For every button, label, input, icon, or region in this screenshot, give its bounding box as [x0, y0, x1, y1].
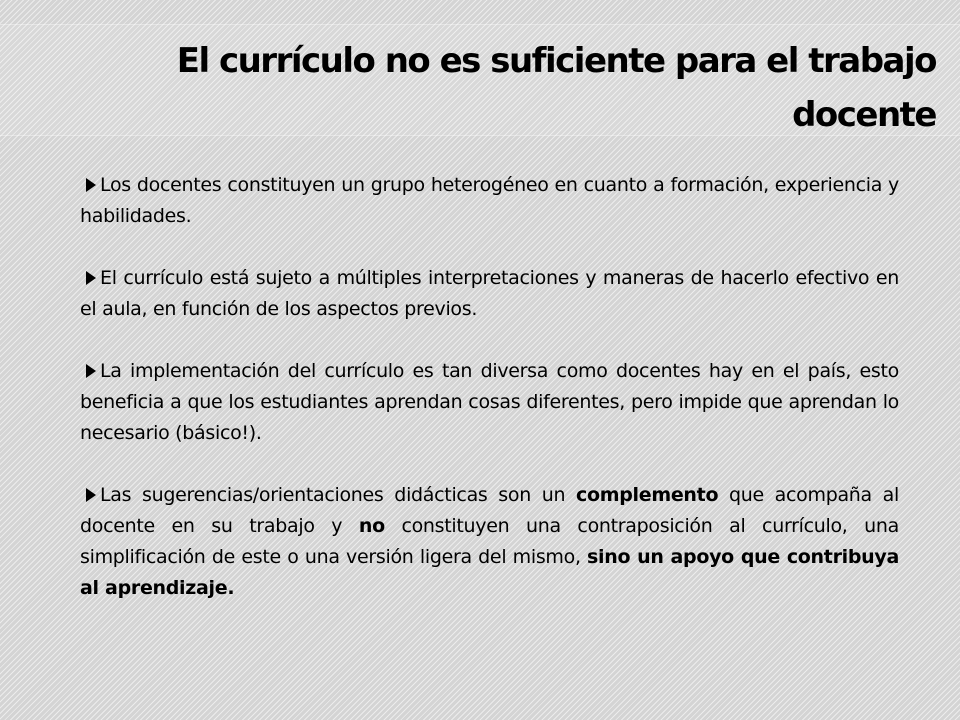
emphasis-conclusion: sino un apoyo que contribuya al aprendizaje. [80, 546, 899, 599]
arrow-bullet-icon [86, 271, 96, 285]
bullet-item [80, 170, 899, 232]
bullet-item [80, 480, 899, 604]
bullet-text-segment: que acompaña al docente en su trabajo y [80, 484, 899, 537]
arrow-bullet-icon [86, 178, 96, 192]
slide-title [116, 34, 936, 142]
arrow-bullet-icon [86, 364, 96, 378]
bullet-item [80, 263, 899, 325]
title-line-2: docente [792, 95, 936, 135]
bullet-text: La implementación del currículo es tan diversa como docentes hay en el país, esto beneficia a que los estudiantes aprendan cosas diferentes, pero impide que aprendan lo necesario (básico!). [80, 360, 899, 444]
bullet-text: El currículo está sujeto a múltiples interpretaciones y maneras de hacerlo efectivo en el aula, en función de los aspectos previos. [80, 267, 899, 320]
emphasis-complemento: complemento [576, 484, 719, 506]
title-line-1: El currículo no es suficiente para el trabajo [176, 41, 936, 81]
bullet-text: Los docentes constituyen un grupo heterogéneo en cuanto a formación, experiencia y habilidades. [80, 174, 899, 227]
bullet-text-segment: constituyen una contraposición al currículo, una simplificación de este o una versión ligera del mismo, [80, 515, 899, 568]
bullet-list [80, 170, 899, 635]
bullet-item [80, 356, 899, 449]
emphasis-no: no [358, 515, 385, 537]
bullet-text-segment: Las sugerencias/orientaciones didácticas son un [100, 484, 577, 506]
arrow-bullet-icon [86, 488, 96, 502]
